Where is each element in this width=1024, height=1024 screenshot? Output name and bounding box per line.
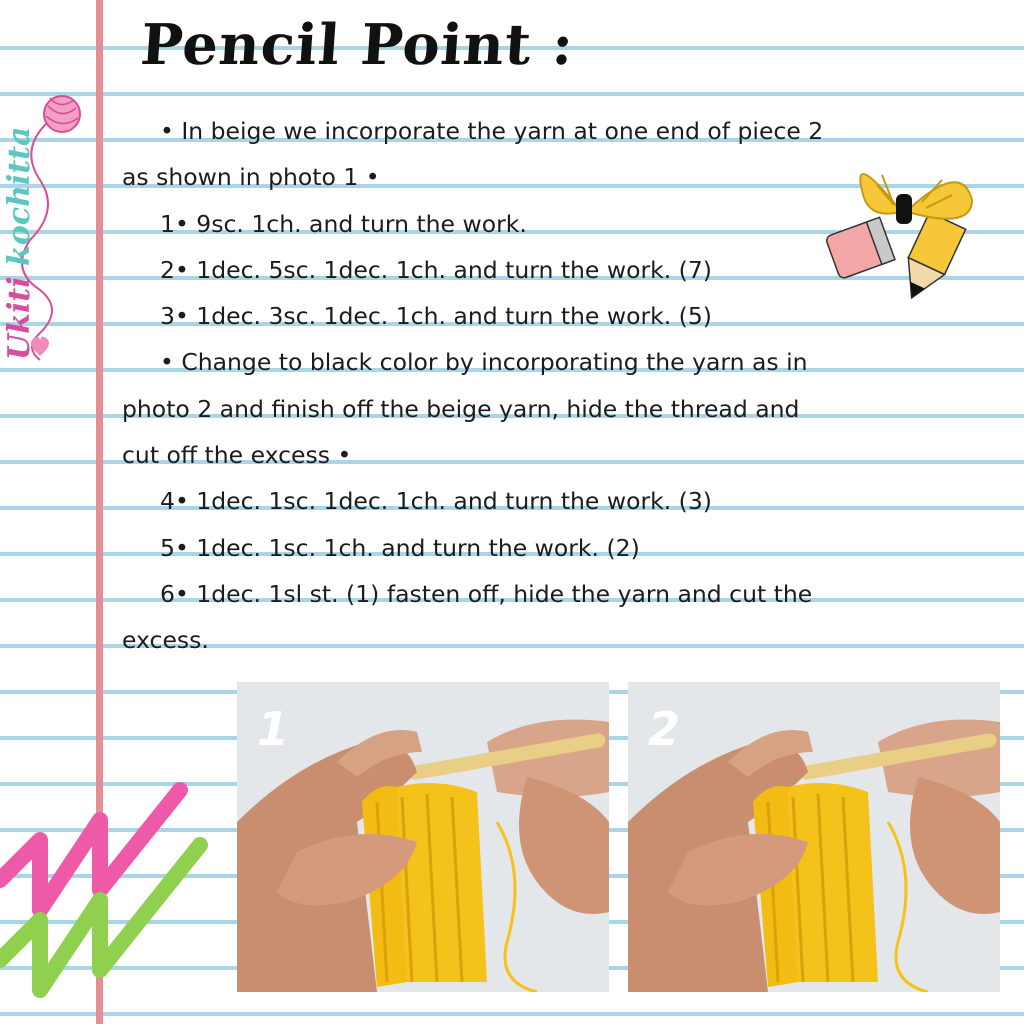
instruction-line: cut off the excess •	[122, 441, 352, 470]
photo-label: 2	[648, 702, 681, 756]
instruction-line: 6• 1dec. 1sl st. (1) fasten off, hide the yarn and cut the	[160, 579, 813, 608]
instruction-line: 4• 1dec. 1sc. 1dec. 1ch. and turn the work. (3)	[160, 487, 712, 516]
brand-logo	[2, 126, 37, 360]
crochet-photo	[628, 682, 1000, 992]
instruction-line: photo 2 and finish off the beige yarn, hide the thread and	[122, 394, 800, 423]
photo-1	[237, 682, 609, 992]
instruction-line: • Change to black color by incorporating the yarn as in	[160, 348, 808, 377]
instruction-line: 2• 1dec. 5sc. 1dec. 1ch. and turn the work. (7)	[160, 255, 712, 284]
instruction-line: 3• 1dec. 3sc. 1dec. 1ch. and turn the work. (5)	[160, 302, 712, 331]
pencil-bow-icon	[822, 150, 982, 310]
instruction-line: as shown in photo 1 •	[122, 163, 380, 192]
photo-2	[628, 682, 1000, 992]
crochet-photo	[237, 682, 609, 992]
brand-part1: Ukiti	[2, 265, 37, 360]
photo-label: 1	[257, 702, 290, 756]
page-title: Pencil Point :	[138, 12, 577, 78]
zigzag-decoration	[0, 760, 230, 1024]
instruction-line: excess.	[122, 626, 209, 655]
brand-part2: kochitta	[2, 126, 37, 266]
instruction-line: 1• 9sc. 1ch. and turn the work.	[160, 209, 527, 238]
instruction-line: • In beige we incorporate the yarn at one end of piece 2	[160, 117, 824, 145]
instruction-line: 5• 1dec. 1sc. 1ch. and turn the work. (2)	[160, 533, 640, 562]
